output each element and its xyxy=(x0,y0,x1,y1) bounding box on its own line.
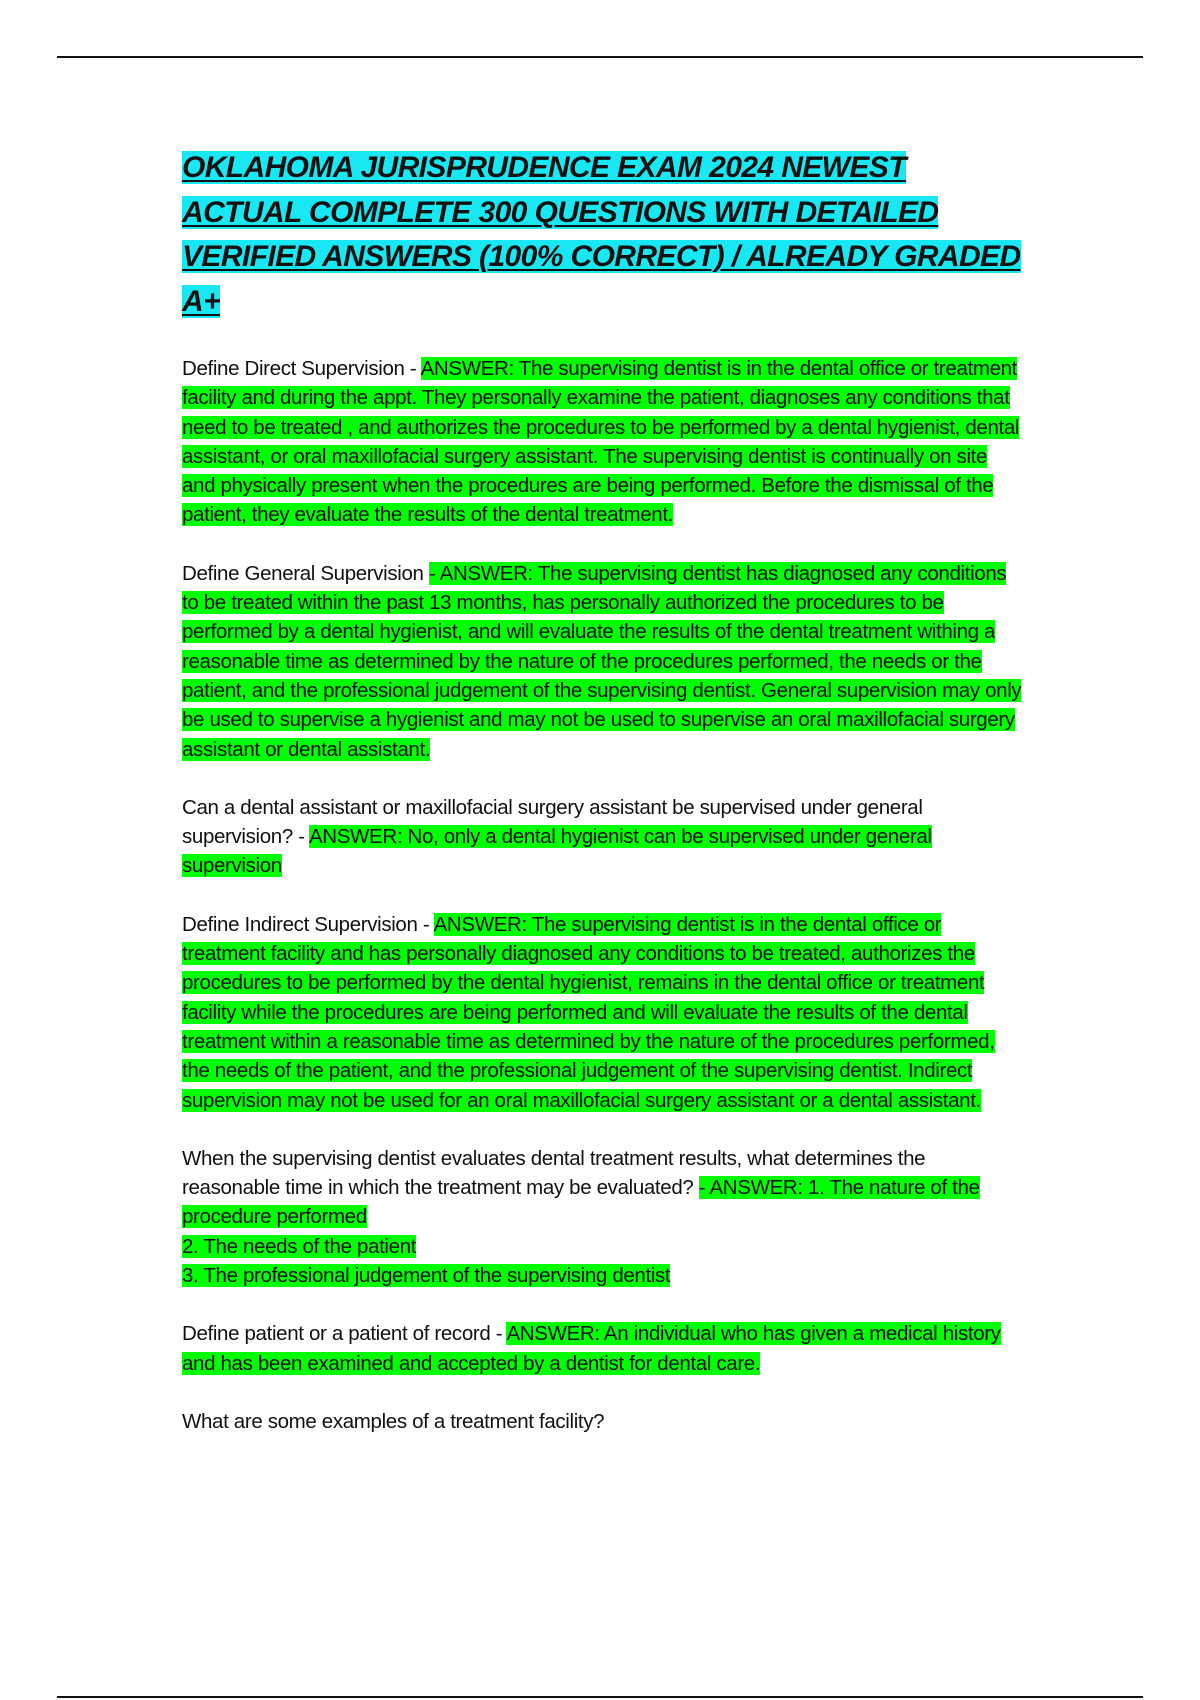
answer-text: 2. The needs of the patient xyxy=(182,1234,417,1258)
qa-item-patient-of-record xyxy=(182,1319,1024,1378)
answer-text: ANSWER: An individual who has given a medical history and has been examined and accepted by a dentist for dental care. xyxy=(182,1322,1001,1375)
qa-item-direct-supervision xyxy=(182,354,1024,530)
question-text: When the supervising dentist evaluates dental treatment results, what determines the reasonable time in which the treatment may be evaluated? xyxy=(182,1146,926,1200)
document-title xyxy=(182,146,1024,324)
qa-item-assistant-general-supervision xyxy=(182,793,1024,881)
answer-line xyxy=(182,1232,1024,1261)
answer-text: ANSWER: The supervising dentist is in the dental office or treatment facility and has personally diagnosed any conditions to be treated, authorizes the procedures to be performed by the dental hygienist, remains in the dental office or treatment facility while the procedures are being performed and will evaluate the results of the dental treatment within a reasonable time as determined by the nature of the procedures performed, the needs of the patient, and the professional judgement of the supervising dentist. Indirect supervision may not be used for an oral maxillofacial surgery assistant or a dental assistant. xyxy=(182,912,995,1112)
answer-text: - ANSWER: 1. The nature of the procedure performed xyxy=(182,1176,980,1229)
qa-item-general-supervision xyxy=(182,559,1024,764)
document-body xyxy=(182,146,1024,1465)
question-separator: - xyxy=(417,912,434,936)
answer-text: ANSWER: No, only a dental hygienist can be supervised under general supervision xyxy=(182,825,932,878)
answer-text: ANSWER: The supervising dentist is in the dental office or treatment facility and during the appt. They personally examine the patient, diagnoses any conditions that need to be treated , and authorizes the procedures to be performed by a dental hygienist, dental assistant, or oral maxillofacial surgery assistant. The supervising dentist is continually on site and physically present when the procedures are being performed. Before the dismissal of the patient, they evaluate the results of the dental treatment. xyxy=(182,357,1020,527)
qa-item-reasonable-time xyxy=(182,1144,1024,1290)
question-text: Define patient or a patient of record xyxy=(182,1322,491,1346)
bottom-rule xyxy=(57,1696,1143,1698)
question-separator xyxy=(693,1176,698,1199)
question-text: Define Direct Supervision xyxy=(182,357,405,380)
question-separator: - xyxy=(490,1322,507,1346)
qa-item-indirect-supervision xyxy=(182,910,1024,1115)
qa-item-treatment-facility xyxy=(182,1407,1024,1436)
answer-line xyxy=(182,1261,1024,1290)
answer-text: - ANSWER: The supervising dentist has diagnosed any conditions to be treated within the past 13 months, has personally authorized the procedures to be performed by a dental hygienist, and will evaluate the results of the dental treatment withing a reasonable time as determined by the nature of the procedures performed, the needs or the patient, and the professional judgement of the supervising dentist. General supervision may only be used to supervise a hygienist and may not be used to supervise an oral maxillofacial surgery assistant or dental assistant. xyxy=(182,561,1022,761)
question-text: What are some examples of a treatment facility? xyxy=(182,1409,605,1433)
question-text: Can a dental assistant or maxillofacial surgery assistant be supervised under general supervision? xyxy=(182,795,923,849)
answer-text: 3. The professional judgement of the supervising dentist xyxy=(182,1264,671,1288)
question-separator: - xyxy=(404,357,421,380)
question-separator: - xyxy=(292,825,309,849)
document-title-text: OKLAHOMA JURISPRUDENCE EXAM 2024 NEWEST ACTUAL COMPLETE 300 QUESTIONS WITH DETAILED VERIFIED ANSWERS (100% CORRECT) / ALREADY GRADED A+ xyxy=(182,151,1021,318)
question-text: Define General Supervision xyxy=(182,561,424,585)
top-rule xyxy=(57,56,1143,58)
question-text: Define Indirect Supervision xyxy=(182,912,418,936)
